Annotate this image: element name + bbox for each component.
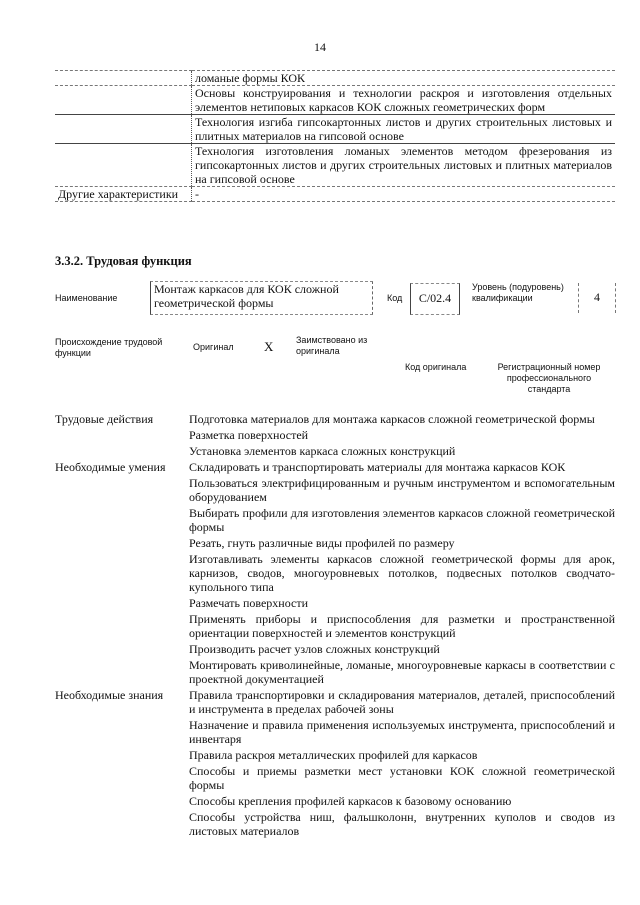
list-item: Правила раскроя металлических профилей для каркасов xyxy=(189,748,478,762)
labor-actions-group xyxy=(55,412,615,460)
list-item: Размечать поверхности xyxy=(189,596,309,610)
list-item: Выбирать профили для изготовления элементов каркасов сложной геометрической формы xyxy=(189,506,615,534)
list-item: Пользоваться электрифицированным и ручным инструментом и вспомогательным оборудованием xyxy=(189,476,615,504)
list-item: Установка элементов каркаса сложных конструкций xyxy=(189,444,456,458)
table-row: Основы конструирования и технологии раскроя и изготовления отдельных элементов нетиповых каркасов КОК сложных геометрических форм xyxy=(192,86,616,115)
list-item: Правила транспортировки и складирования материалов, деталей, приспособлений и инструмента в пределах рабочей зоны xyxy=(189,688,615,716)
list-item: Разметка поверхностей xyxy=(189,428,309,442)
original-code-label: Код оригинала xyxy=(405,362,467,372)
list-item: Резать, гнуть различные виды профилей по размеру xyxy=(189,536,455,550)
list-item: Способы и приемы разметки мест установки КОК сложной геометрической формы xyxy=(189,764,615,792)
table-row: ломаные формы КОК xyxy=(192,71,616,86)
required-knowledge-group xyxy=(55,688,615,840)
original-label: Оригинал xyxy=(193,342,234,352)
list-item: Способы устройства ниш, фальшколонн, внутренних куполов и сводов из листовых материалов xyxy=(189,810,615,838)
borrowed-label: Заимствовано из оригинала xyxy=(296,335,368,356)
name-label: Наименование xyxy=(55,293,118,303)
required-knowledge-label: Необходимые знания xyxy=(55,688,164,702)
function-code: С/02.4 xyxy=(410,283,460,315)
table-row: Технология изготовления ломаных элементов методом фрезерования из гипсокартонных листов и других строительных листовых и плитных материалов на гипсовой основе xyxy=(192,144,616,187)
required-skills-group xyxy=(55,460,615,688)
list-item: Складировать и транспортировать материалы для монтажа каркасов КОК xyxy=(189,460,566,474)
function-details xyxy=(55,412,615,840)
list-item: Подготовка материалов для монтажа каркасов сложной геометрической формы xyxy=(189,412,595,426)
page-number: 14 xyxy=(314,40,326,54)
reg-number-label: Регистрационный номер профессионального стандарта xyxy=(497,362,601,394)
list-item: Изготавливать элементы каркасов сложной геометрической формы для арок, карнизов, сводов, многоуровневых потолков, подвесных потолков сводчато-купольного типа xyxy=(189,552,615,594)
qualification-level: 4 xyxy=(578,283,616,313)
list-item: Способы крепления профилей каркасов к базовому основанию xyxy=(189,794,512,808)
table-row: Технология изгиба гипсокартонных листов и других строительных листовых и плитных материалов на гипсовой основе xyxy=(192,115,616,144)
function-name: Монтаж каркасов для КОК сложной геометрической формы xyxy=(150,281,373,315)
original-mark: X xyxy=(264,339,274,354)
other-characteristics-label: Другие характеристики xyxy=(55,187,192,202)
list-item: Монтировать криволинейные, ломаные, многоуровневые каркасы в соответствии с проектной документацией xyxy=(189,658,615,686)
code-label: Код xyxy=(387,293,403,303)
list-item: Назначение и правила применения используемых инструмента, приспособлений и инвентаря xyxy=(189,718,615,746)
continuation-table xyxy=(55,70,615,202)
list-item: Применять приборы и приспособления для разметки и пространственной ориентации поверхностей и элементов конструкций xyxy=(189,612,615,640)
labor-actions-label: Трудовые действия xyxy=(55,412,154,426)
level-label: Уровень (подуровень) квалификации xyxy=(472,282,564,303)
origin-label: Происхождение трудовой функции xyxy=(55,337,163,358)
other-characteristics-value: - xyxy=(192,187,616,202)
list-item: Производить расчет узлов сложных конструкций xyxy=(189,642,440,656)
required-skills-label: Необходимые умения xyxy=(55,460,166,474)
section-title: 3.3.2. Трудовая функция xyxy=(55,254,192,268)
